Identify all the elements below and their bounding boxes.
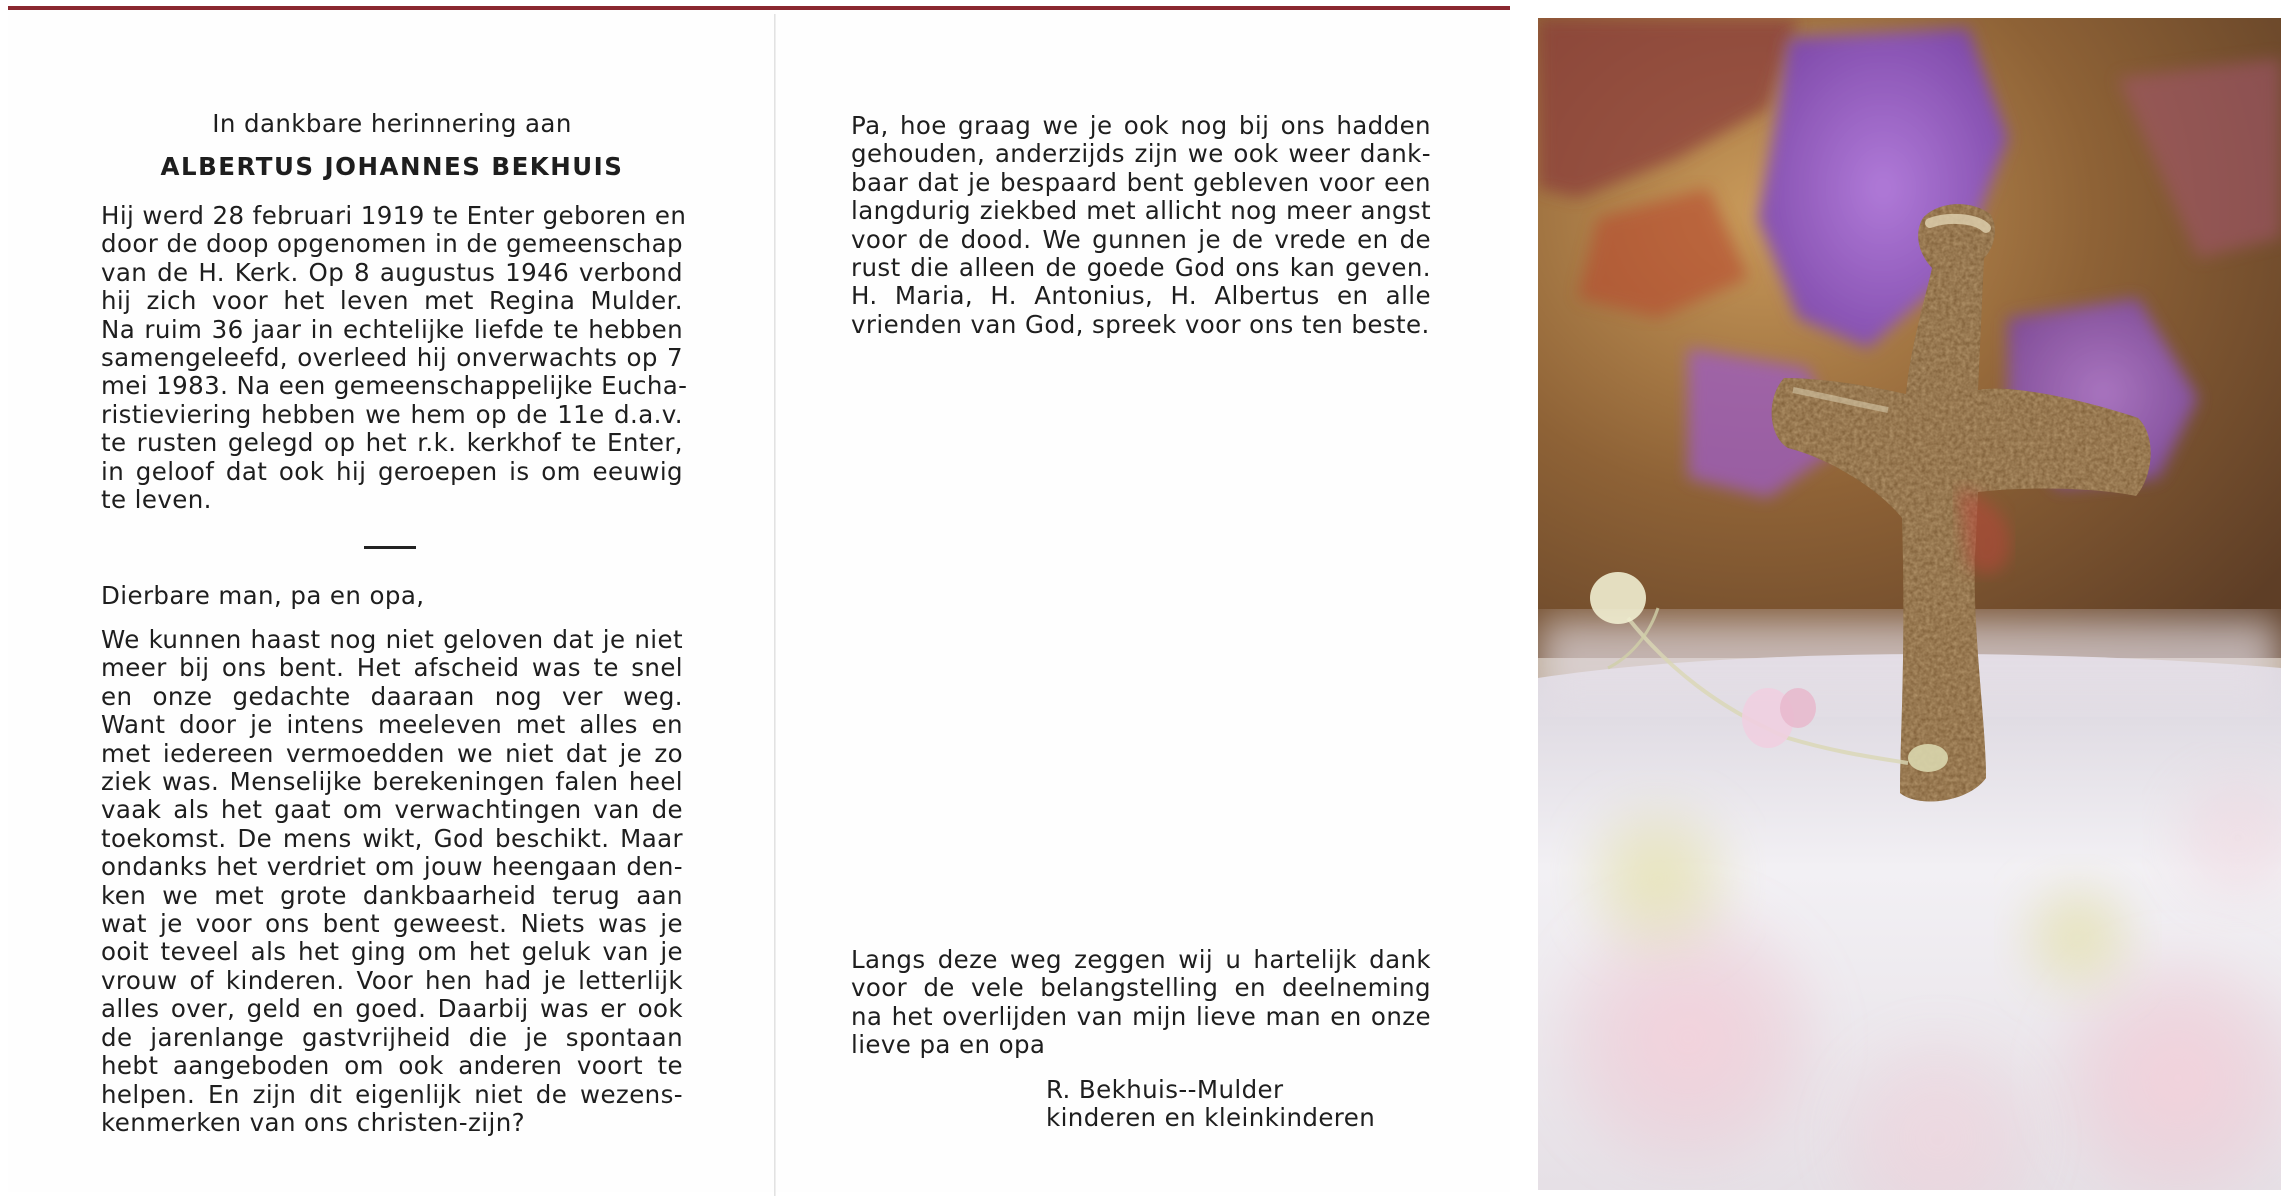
text-line: helpen. En zijn dit eigenlijk niet de wezens- [101,1079,683,1109]
separator-dash [364,546,416,549]
text-line: vrienden van God, spreek voor ons ten beste. [851,309,1430,339]
signature-name: R. Bekhuis--Mulder [1046,1075,1284,1104]
prayer-card [8,6,1510,1192]
text-line: ristieviering hebben we hem op de 11e d.a.v. [101,399,683,429]
text-line: van de H. Kerk. Op 8 augustus 1946 verbond [101,257,683,287]
card-fold [774,14,776,1196]
text-line: en onze gedachte daaraan nog ver weg. [101,681,683,711]
text-line: Langs deze weg zeggen wij u hartelijk dank [851,945,1431,974]
signature-family: kinderen en kleinkinderen [1046,1103,1376,1133]
text-line: de jarenlange gastvrijheid die je spontaan [101,1022,683,1052]
text-line: te rusten gelegd op het r.k. kerkhof te Enter, [101,428,683,458]
text-line: ondanks het verdriet om jouw heengaan den- [101,852,683,882]
text-line: vaak als het gaat om verwachtingen van de [101,795,683,825]
text-line: ziek was. Menselijke berekeningen falen heel [101,767,683,797]
intro-line: In dankbare herinnering aan [212,109,572,138]
text-line: ooit teveel als het ging om het geluk van je [101,937,683,967]
text-line: te leven. [101,485,212,515]
text-line: vrouw of kinderen. Voor hen had je letterlijk [101,965,683,995]
text-line: Want door je intens meeleven met alles en [101,710,683,740]
text-line: met iedereen vermoedden we niet dat je zo [101,738,683,768]
text-line: voor de vele belangstelling en deelneming [851,973,1431,1003]
text-line: rust die alleen de goede God ons kan geven. [851,253,1431,283]
farewell-paragraph [851,112,1431,339]
deceased-name: ALBERTUS JOHANNES BEKHUIS [160,152,624,181]
text-line: baar dat je bespaard bent gebleven voor een [851,167,1431,197]
cross-photo [1538,18,2281,1190]
text-line: samengeleefd, overleed hij onverwachts op 7 [101,343,683,373]
letter-paragraph [101,626,683,1137]
text-line: wat je voor ons bent geweest. Niets was je [101,909,683,939]
salutation: Dierbare man, pa en opa, [101,581,425,610]
text-line: Hij werd 28 februari 1919 te Enter geboren en [101,201,687,230]
text-line: ken we met grote dankbaarheid terug aan [101,880,683,910]
text-line: We kunnen haast nog niet geloven dat je niet [101,625,683,654]
text-line: in geloof dat ook hij geroepen is om eeuwig [101,456,683,486]
text-line: hebt aangeboden om ook anderen voort te [101,1051,683,1081]
text-line: Pa, hoe graag we je ook nog bij ons hadden [851,111,1431,140]
text-line: na het overlijden van mijn lieve man en onze [851,1001,1431,1031]
biography-paragraph [101,201,688,515]
text-line: gehouden, anderzijds zijn we ook weer dank- [851,139,1431,169]
text-line: H. Maria, H. Antonius, H. Albertus en alle [851,281,1431,311]
text-line: Na ruim 36 jaar in echtelijke liefde te hebben [101,314,683,344]
text-line: alles over, geld en goed. Daarbij was er ook [101,994,683,1024]
text-line: meer bij ons bent. Het afscheid was te snel [101,653,683,683]
text-line: mei 1983. Na een gemeenschappelijke Eucha- [101,371,688,401]
text-line: hij zich voor het leven met Regina Mulder. [101,286,683,316]
text-line: kenmerken van ons christen-zijn? [101,1107,526,1137]
text-line: langdurig ziekbed met allicht nog meer angst [851,196,1431,226]
text-line: door de doop opgenomen in de gemeenschap [101,229,683,259]
thanks-paragraph [851,946,1431,1060]
text-line: voor de dood. We gunnen je de vrede en de [851,224,1431,254]
text-line: lieve pa en opa [851,1030,1046,1060]
signature-block [1046,1076,1375,1133]
text-line: toekomst. De mens wikt, God beschikt. Maar [101,823,683,853]
